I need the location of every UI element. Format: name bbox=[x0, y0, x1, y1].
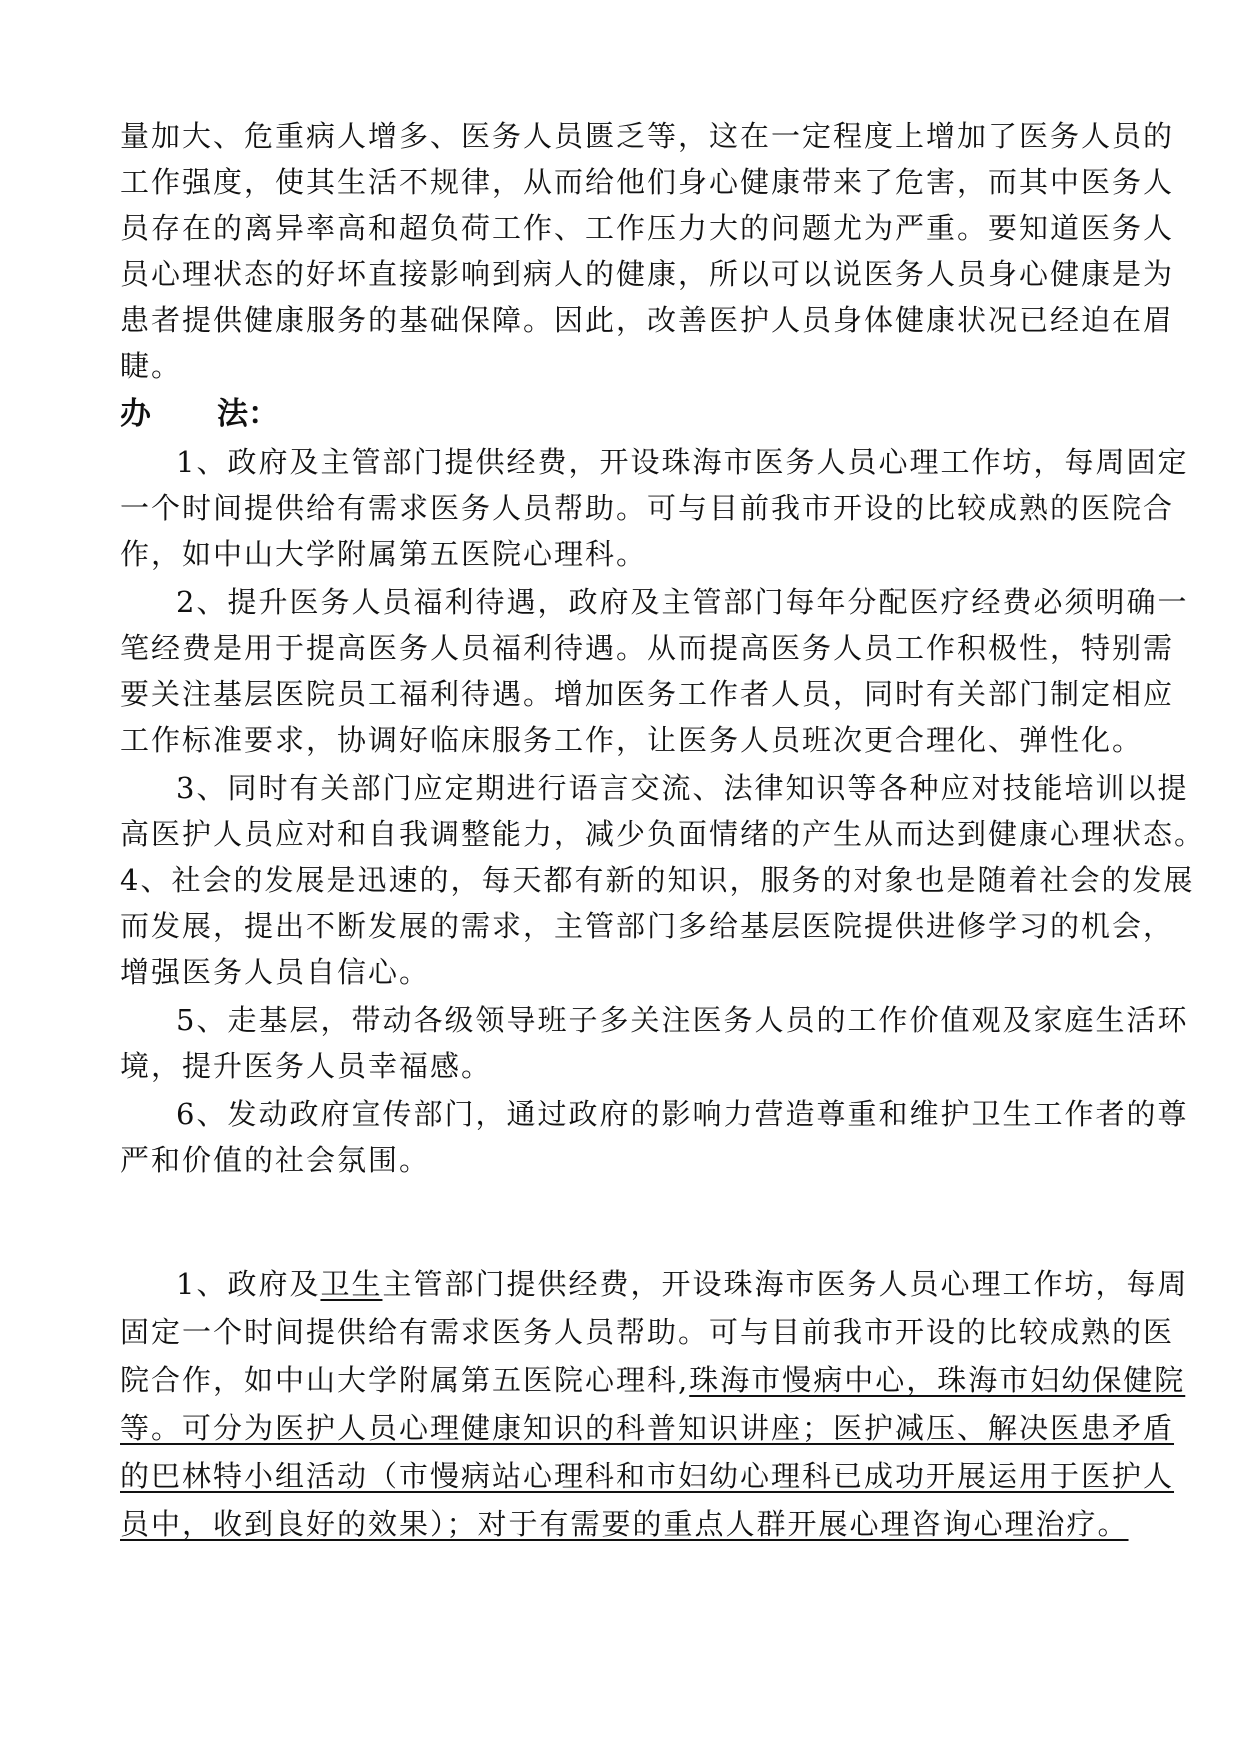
intro-line-1: 量加大、危重病人增多、医务人员匮乏等，这在一定程度上增加了医务人员的 bbox=[120, 119, 1175, 153]
revision-line-3-inserted: 珠海市慢病中心，珠海市妇幼保健院 bbox=[689, 1363, 1186, 1397]
intro-line-4: 员心理状态的好坏直接影响到病人的健康，所以可以说医务人员身心健康是为 bbox=[120, 257, 1175, 291]
method-2-line-2: 笔经费是用于提高医务人员福利待遇。从而提高医务人员工作积极性，特别需 bbox=[120, 631, 1175, 665]
method-2-line-1: 2、提升医务人员福利待遇，政府及主管部门每年分配医疗经费必须明确一 bbox=[176, 585, 1189, 619]
method-1-line-3: 作，如中山大学附属第五医院心理科。 bbox=[120, 537, 648, 571]
method-5-line-2: 境，提升医务人员幸福感。 bbox=[120, 1049, 493, 1083]
revision-inserted-text: 卫生 bbox=[320, 1267, 383, 1301]
intro-line-6: 睫。 bbox=[120, 349, 183, 383]
method-2-line-3: 要关注基层医院员工福利待遇。增加医务工作者人员，同时有关部门制定相应 bbox=[120, 677, 1175, 711]
method-1-line-2: 一个时间提供给有需求医务人员帮助。可与目前我市开设的比较成熟的医院合 bbox=[120, 491, 1175, 525]
intro-line-3: 员存在的离异率高和超负荷工作、工作压力大的问题尤为严重。要知道医务人 bbox=[120, 211, 1175, 245]
methods-heading bbox=[120, 391, 1130, 437]
intro-line-5: 患者提供健康服务的基础保障。因此，改善医护人员身体健康状况已经迫在眉 bbox=[120, 303, 1175, 337]
method-4-line-2: 而发展，提出不断发展的需求，主管部门多给基层医院提供进修学习的机会， bbox=[120, 909, 1175, 943]
method-3-line-2: 高医护人员应对和自我调整能力，减少负面情绪的产生从而达到健康心理状态。 bbox=[120, 817, 1206, 851]
method-1-line-1: 1、政府及主管部门提供经费，开设珠海市医务人员心理工作坊，每周固定 bbox=[176, 445, 1189, 479]
method-4-line-3: 增强医务人员自信心。 bbox=[120, 955, 431, 989]
method-5-line-1: 5、走基层，带动各级领导班子多关注医务人员的工作价值观及家庭生活环 bbox=[176, 1003, 1189, 1037]
revision-line-3 bbox=[120, 1357, 1186, 1403]
revision-line-6: 员中，收到良好的效果）；对于有需要的重点人群开展心理咨询心理治疗。 bbox=[120, 1507, 1129, 1541]
method-6-line-2: 严和价值的社会氛围。 bbox=[120, 1143, 431, 1177]
method-6-line-1: 6、发动政府宣传部门，通过政府的影响力营造尊重和维护卫生工作者的尊 bbox=[176, 1097, 1189, 1131]
method-3-line-1: 3、同时有关部门应定期进行语言交流、法律知识等各种应对技能培训以提 bbox=[176, 771, 1189, 805]
revision-line-3-a: 院合作，如中山大学附属第五医院心理科, bbox=[120, 1363, 690, 1397]
method-2-line-4: 工作标准要求，协调好临床服务工作，让医务人员班次更合理化、弹性化。 bbox=[120, 723, 1144, 757]
revision-line-5: 的巴林特小组活动（市慢病站心理科和市妇幼心理科已成功开展运用于医护人 bbox=[120, 1459, 1175, 1493]
methods-heading-part1: 办 bbox=[120, 396, 151, 432]
revision-line-2: 固定一个时间提供给有需求医务人员帮助。可与目前我市开设的比较成熟的医 bbox=[120, 1315, 1175, 1349]
method-4-line-1: 4、社会的发展是迅速的，每天都有新的知识，服务的对象也是随着社会的发展 bbox=[120, 863, 1195, 897]
intro-line-2: 工作强度，使其生活不规律，从而给他们身心健康带来了危害，而其中医务人 bbox=[120, 165, 1175, 199]
revision-line-1-a: 1、政府及 bbox=[176, 1267, 321, 1301]
revision-line-1-c: 主管部门提供经费，开设珠海市医务人员心理工作坊，每周 bbox=[382, 1267, 1189, 1301]
revision-line-1 bbox=[176, 1261, 1189, 1307]
revision-line-4: 等。可分为医护人员心理健康知识的科普知识讲座；医护减压、解决医患矛盾 bbox=[120, 1411, 1175, 1445]
methods-heading-part2: 法： bbox=[217, 396, 279, 432]
